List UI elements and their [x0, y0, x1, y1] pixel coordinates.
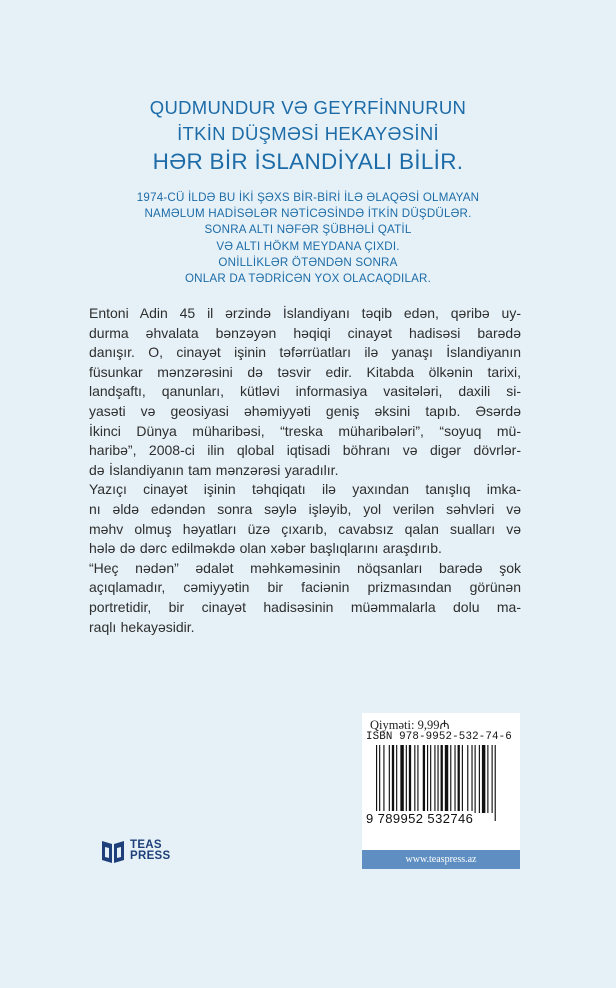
blurb-line: durma əhvalata bənzəyən həqiqi cinayət hadisəsi barədə: [89, 324, 521, 341]
blurb-line: portretidir, bir cinayət hadisəsinin müəmmalarla dolu ma-: [89, 598, 521, 615]
teas-press-book-icon: [101, 838, 125, 864]
blurb-line: hələ də dərc edilməkdə olan xəbər başlıqlarını araşdırıb.: [89, 540, 442, 557]
isbn-label: ISBN 978-9952-532-74-6: [366, 731, 512, 743]
headline-line-2: İTKİN DÜŞMƏSİ HEKAYƏSİNİ: [177, 123, 439, 144]
blurb-line: “Heç nədən” ədalət məhkəməsinin nöqsanları barədə şok: [89, 559, 521, 576]
blurb-line: açıqlamadır, cəmiyyətin bir faciənin prizmasından görünən: [89, 579, 521, 596]
blurb-line: haribə”, 2008-ci ilin qlobal iqtisadi böhranı və digər dövrlər-: [89, 442, 521, 459]
cover-headline: [0, 95, 616, 177]
lead-line: NAMƏLUM HADİSƏLƏR NƏTİCƏSİNDƏ İTKİN DÜŞDÜLƏR.: [144, 207, 472, 221]
publisher-name-line-1: TEAS: [130, 839, 162, 851]
headline-line-1: QUDMUNDUR VƏ GEYRFİNNURUN: [149, 97, 467, 118]
publisher-website: www.teaspress.az: [362, 850, 520, 869]
lead-line: ONLAR DA TƏDRİCƏN YOX OLACAQDILAR.: [184, 272, 432, 286]
headline-line-3: HƏR BİR İSLANDİYALI BİLİR.: [152, 149, 464, 174]
publisher-name-line-2: PRESS: [130, 850, 171, 862]
blurb-line: yasəti və geosiyasi əhəmiyyəti geniş əksini tapıb. Əsərdə: [89, 402, 521, 419]
lead-line: SONRA ALTI NƏFƏR ŞÜBHƏLİ QATİL: [204, 223, 412, 237]
blurb-line: də İslandiyanın tam mənzərəsi yaradılır.: [89, 461, 339, 478]
lead-line: 1974-CÜ İLDƏ BU İKİ ŞƏXS BİR-BİRİ İLƏ ƏLAQƏSİ OLMAYAN: [136, 191, 480, 204]
blurb-line: raqlı hekayəsidir.: [89, 618, 195, 635]
price-label: Qiymәti: 9,99₼: [370, 718, 450, 732]
blurb-line: danışır. O, cinayət işinin təfərrüatları ilə yanaşı İslandiyanın: [89, 344, 521, 361]
blurb-line: məhv olmuş həyatları üzə çıxarıb, cavabsız qalan sualları və: [89, 520, 521, 537]
blurb-line: Entoni Adin 45 il ərzində İslandiyanı təqib edən, qəribə uy-: [89, 305, 521, 321]
publisher-logo: [101, 838, 171, 864]
blurb-line: nı əldə edəndən sonra səylə işləyib, yol verilən səhvləri və: [89, 500, 521, 517]
publisher-name: [130, 840, 171, 862]
barcode-panel: [362, 713, 520, 869]
blurb-line: landşaftı, qanunları, kütləvi informasiya vasitələri, daxili si-: [89, 383, 521, 400]
blurb-line: İkinci Dünya müharibəsi, “treska müharibələri”, “soyuq mü-: [89, 422, 521, 439]
blurb-line: füsunkar mənzərəsini də təsvir edir. Kitabda ölkənin tarixi,: [89, 363, 521, 380]
lead-text: [0, 190, 616, 287]
blurb-line: Yazıçı cinayət işinin təhqiqatı ilə yaxından tanışlıq imka-: [89, 481, 521, 498]
blurb-body: [89, 304, 521, 637]
lead-line: VƏ ALTI HÖKM MEYDANA ÇIXDI.: [216, 239, 400, 253]
barcode-number: 9 789952 532746: [366, 811, 474, 826]
lead-line: ONİLLİKLƏR ÖTƏNDƏN SONRA: [218, 255, 398, 269]
